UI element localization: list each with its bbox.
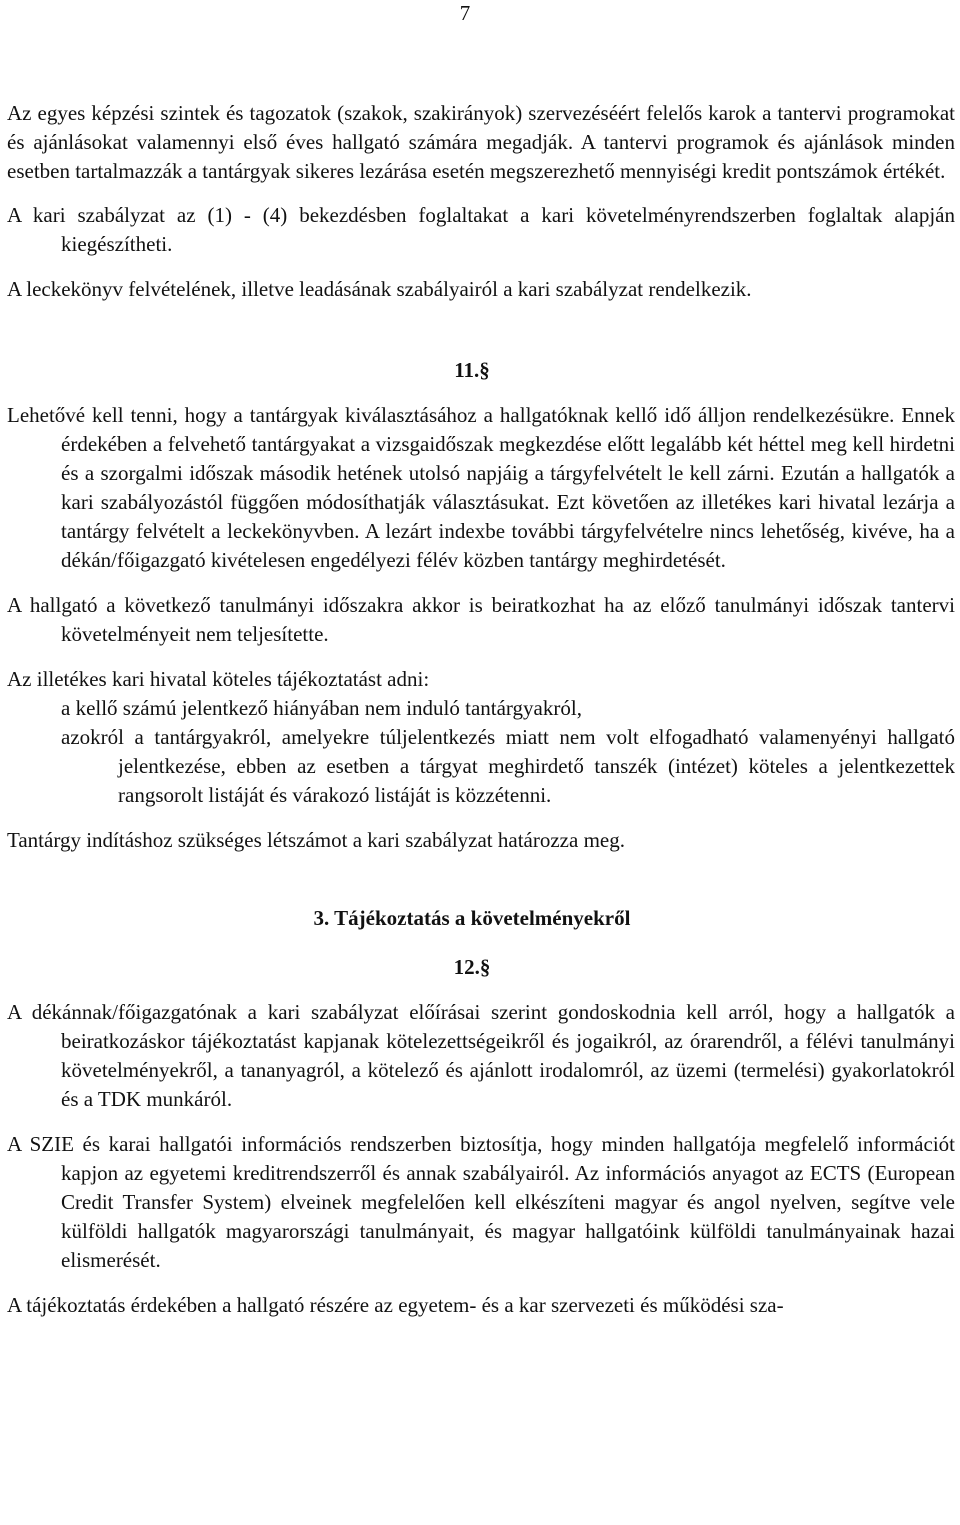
- paragraph-tajekoztatas-szervezeti: A tájékoztatás érdekében a hallgató részére az egyetem- és a kar szervezeti és működési sza-: [7, 1293, 784, 1317]
- paragraph-tantargy-valasztas: Lehetővé kell tenni, hogy a tantárgyak kiválasztásához a hallgatóknak kellő idő álljon rendelkezésükre. Ennek érdekében a felvehető tantárgyakat a vizsgaidőszak megkezdése előtt legalább két héttel meg kell hirdetni és a szorgalmi időszak második hetének utolsó napjáig a tárgyfelvételt le kell zárni. Ezután a hallgatók a kari szabályozástól függően módosíthatják választásukat. Ezt követően az illetékes kari hivatal lezárja a tantárgy felvételt a leckekönyvben. A lezárt indexbe további tárgyfelvételre nincs lehetőség, kivéve, ha a dékán/főigazgató kivételesen engedélyezi félév közben tantárgy meghirdetését.: [7, 403, 955, 572]
- paragraph-letszam: Tantárgy indításhoz szükséges létszámot a kari szabályzat határozza meg.: [7, 828, 625, 852]
- paragraph-curriculum: Az egyes képzési szintek és tagozatok (szakok, szakirányok) szervezéséért felelős karok a tantervi programokat és ajánlásokat valamennyi első éves hallgató számára megadják. A tantervi programok és ajánlások minden esetben tartalmazzák a tantárgyak sikeres lezárása esetén megszerezhető mennyiségi kredit pontszámok értékét.: [7, 101, 955, 183]
- paragraph-leckekonyv: A leckekönyv felvételének, illetve leadásának szabályairól a kari szabályzat rendelkezik.: [7, 277, 752, 301]
- list-item-tuljelentkezes: azokról a tantárgyakról, amelyekre túljelentkezés miatt nem volt elfogadható valamenyényi hallgató jelentkezése, ebben az esetben a tárgyat meghirdető tanszék (intézet) köteles a jelentkezettek rangsorolt listáját és várakozó listáját is közzétenni.: [61, 725, 955, 807]
- section-12-heading: 12.§: [453, 955, 491, 979]
- chapter-3-heading: 3. Tájékoztatás a követelményekről: [313, 906, 631, 930]
- list-item-nem-indulo: a kellő számú jelentkező hiányában nem induló tantárgyakról,: [61, 696, 582, 720]
- paragraph-kari-szabalyzat: A kari szabályzat az (1) - (4) bekezdésben foglaltakat a kari követelményrendszerben foglaltak alapján kiegészítheti.: [7, 203, 955, 256]
- paragraph-dekan-tajekoztatas: A dékánnak/főigazgatónak a kari szabályzat előírásai szerint gondoskodnia kell arról, hogy a hallgatók a beiratkozáskor tájékoztatást kapjanak kötelezettségeikről és jogaikról, az órarendről, a félévi tanulmányi követelményekről, a tananyagról, a kötelező és ajánlott irodalomról, az üzemi (termelési) gyakorlatokról és a TDK munkáról.: [7, 1000, 955, 1111]
- section-11-heading: 11.§: [454, 358, 490, 382]
- paragraph-informacios-rendszer: A SZIE és karai hallgatói információs rendszerben biztosítja, hogy minden hallgatója megfelelő információt kapjon az egyetemi kreditrendszerről és annak szabályairól. Az információs anyagot az ECTS (European Credit Transfer System) elveinek megfelelően kell elkészíteni magyar és angol nyelven, segítve vele külföldi hallgatók magyarországi tanulmányait, és magyar hallgatóink külföldi tanulmányainak hazai elismerését.: [7, 1132, 955, 1272]
- page-number: 7: [459, 1, 471, 25]
- paragraph-beiratkozas: A hallgató a következő tanulmányi időszakra akkor is beiratkozhat ha az előző tanulmányi időszak tantervi követelményeit nem teljesítette.: [7, 593, 955, 646]
- paragraph-tajekoztatas-intro: Az illetékes kari hivatal köteles tájékoztatást adni:: [7, 667, 430, 691]
- document-body: [7, 99, 955, 1320]
